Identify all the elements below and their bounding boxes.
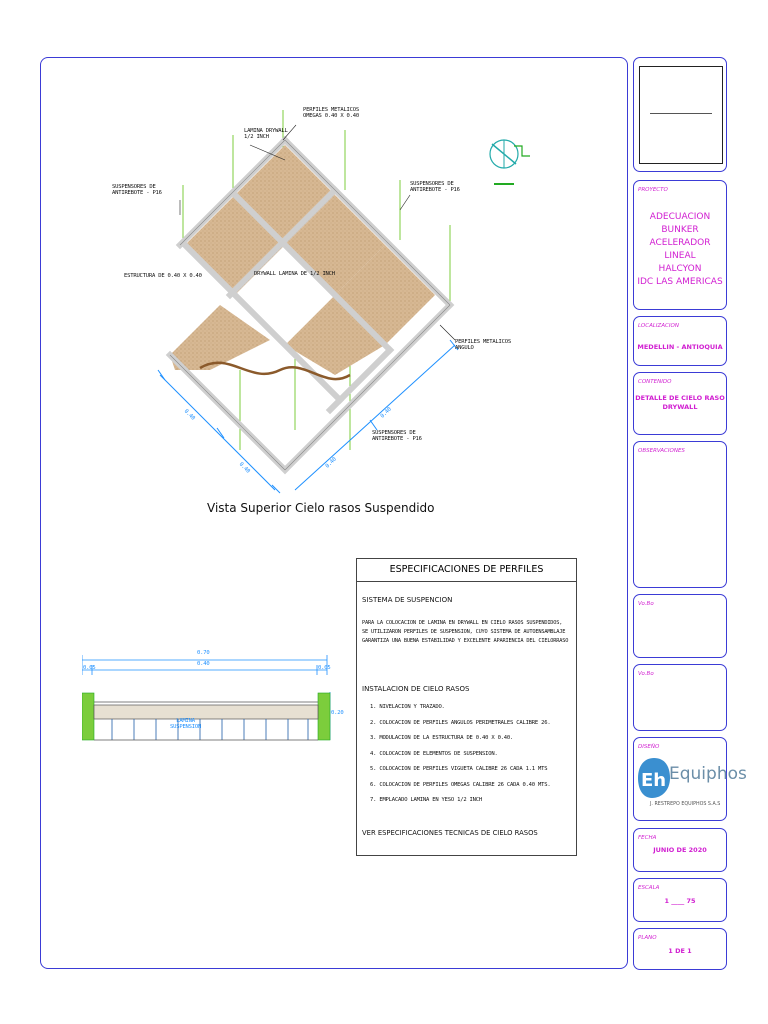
fecha-label: FECHA xyxy=(638,835,657,841)
step-item: 7. EMPLACADO LAMINA EN YESO 1/2 INCH xyxy=(370,797,483,803)
label-perfiles-omega: PERFILES METALICOS OMEGAS 0.40 X 0.40 xyxy=(303,107,360,119)
specs-section2-title: INSTALACION DE CIELO RASOS xyxy=(362,685,470,693)
company-name: Equiphos xyxy=(669,764,747,784)
dim-right-2: 0.40 xyxy=(324,456,338,470)
step-item: 1. NIVELACION Y TRAZADO. xyxy=(370,704,445,710)
plano-value: 1 DE 1 xyxy=(668,947,692,955)
proyecto-value: ADECUACION BUNKER ACELERADOR LINEAL HALCYON IDC LAS AMERICAS xyxy=(637,212,723,287)
diseno-label: DISEÑO xyxy=(638,744,660,750)
escala-value: 1 ____ 75 xyxy=(664,897,696,905)
fecha-value: JUNIO DE 2020 xyxy=(653,846,707,854)
specs-header: ESPECIFICACIONES DE PERFILES xyxy=(357,559,576,582)
box-vobo-1 xyxy=(633,594,727,658)
box-contenido xyxy=(633,372,727,435)
step-item: 6. COLOCACION DE PERFILES OMEGAS CALIBRE 26 CADA 0.40 MTS. xyxy=(370,781,551,788)
specs-block xyxy=(356,558,577,856)
localizacion-label: LOCALIZACION xyxy=(638,323,679,329)
escala-label: ESCALA xyxy=(638,885,660,891)
step-item: 5. COLOCACION DE PERFILES VIGUETA CALIBRE 26 CADA 1.1 MTS xyxy=(370,766,548,772)
specs-section1-title: SISTEMA DE SUSPENCION xyxy=(362,596,453,604)
label-suspensores-left: SUSPENSORES DE ANTIREBOTE - P16 xyxy=(112,184,162,196)
detail-callout-icon xyxy=(486,132,536,190)
observaciones-label: OBSERVACIONES xyxy=(638,448,685,454)
vobo2-label: Vo.Bo xyxy=(638,671,654,677)
company-sub: J. RESTREPO EQUIPHOS S.A.S xyxy=(650,802,721,807)
step-item: 2. COLOCACION DE PERFILES ANGULOS PERIMETRALES CALIBRE 26. xyxy=(370,719,551,726)
box-diseno xyxy=(633,737,747,821)
title-box-thumbnail xyxy=(633,57,727,172)
step-item: 4. COLOCACION DE ELEMENTOS DE SUSPENSION. xyxy=(370,750,498,757)
vobo1-label: Vo.Bo xyxy=(638,601,654,607)
step-item: 3. MODULACION DE LA ESTRUCTURA DE 0.40 X 0.40. xyxy=(370,735,514,741)
thumbnail-preview xyxy=(639,66,723,164)
plano-label: PLANO xyxy=(638,935,657,941)
box-fecha xyxy=(633,828,727,872)
specs-steps xyxy=(370,704,550,813)
section-dim-small-left: 0.05 xyxy=(83,665,96,671)
section-dim-height: 0.20 xyxy=(331,710,344,716)
drawing-title: Vista Superior Cielo rasos Suspendido xyxy=(207,501,435,515)
label-suspensores-bottom: SUSPENSORES DE ANTIREBOTE - P16 xyxy=(372,430,422,442)
localizacion-value: MEDELLIN - ANTIOQUIA xyxy=(637,343,723,351)
section-dim-small-right: 0.05 xyxy=(318,665,331,671)
contenido-value: DETALLE DE CIELO RASO DRYWALL xyxy=(635,394,725,411)
box-vobo-2 xyxy=(633,664,727,731)
label-lamina-drywall: LAMINA DRYWALL 1/2 INCH xyxy=(244,128,288,140)
label-suspensores-right: SUSPENSORES DE ANTIREBOTE - P16 xyxy=(410,181,460,193)
box-observaciones xyxy=(633,441,727,588)
section-label: LAMINA SUSPENSION xyxy=(170,718,202,730)
box-plano xyxy=(633,928,727,970)
label-estructura: ESTRUCTURA DE 0.40 X 0.40 xyxy=(124,273,202,279)
box-escala xyxy=(633,878,727,922)
dim-right-1: 0.40 xyxy=(379,406,393,420)
label-perfiles-angulo: PERFILES METALICOS ANGULO xyxy=(455,339,512,351)
section-dim-inner: 0.40 xyxy=(197,661,210,667)
ceiling-isometric-drawing xyxy=(100,100,520,500)
specs-section1-text: PARA LA COLOCACION DE LAMINA EN DRYWALL EN CIELO RASOS SUSPENDIDOS, SE UTILIZARON PERFILES DE SUSPENSION, CUYO SISTEMA DE AUTOENSAMBLAJE GARANTIZA UNA BUENA ESTABILIDAD Y EXCELENTE APARIENCIA DEL CIELORRASO xyxy=(362,620,569,644)
contenido-label: CONTENIDO xyxy=(638,379,672,385)
specs-footer: VER ESPECIFICACIONES TECNICAS DE CIELO RASOS xyxy=(362,829,538,837)
section-dim-total: 0.70 xyxy=(197,650,210,656)
proyecto-label: PROYECTO xyxy=(638,187,668,193)
company-logo-icon xyxy=(636,756,672,800)
dim-left-2: 0.40 xyxy=(237,461,251,475)
dim-left-1: 0.40 xyxy=(182,408,196,422)
label-drywall-center: DRYWALL LAMINA DE 1/2 INCH xyxy=(254,271,335,277)
svg-text:Eh: Eh xyxy=(641,770,667,791)
box-localizacion xyxy=(633,316,727,366)
box-proyecto xyxy=(633,180,727,310)
